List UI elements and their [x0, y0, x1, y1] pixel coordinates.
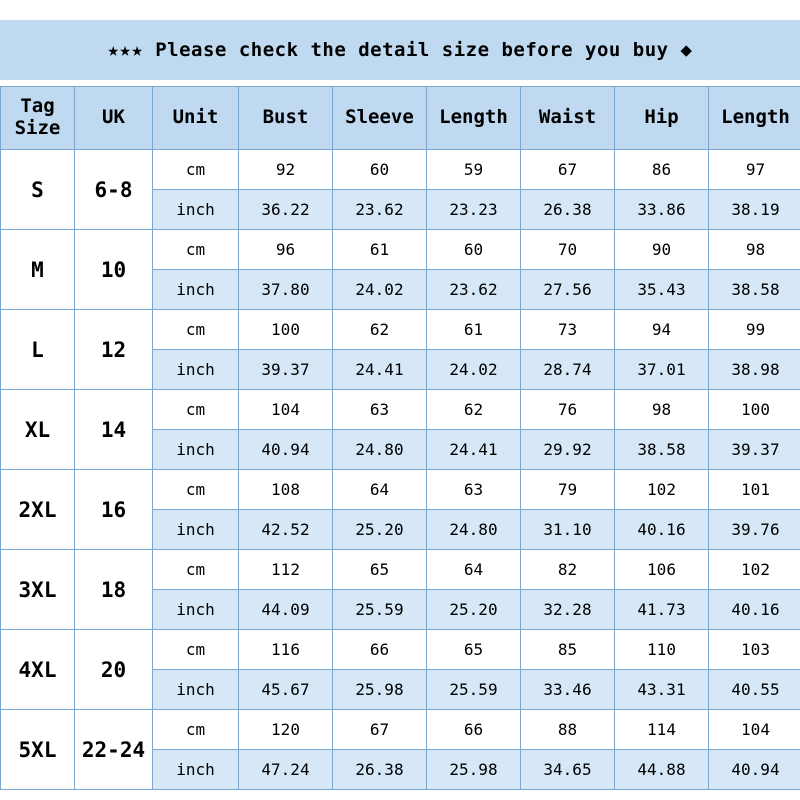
header-bust: Bust [239, 87, 333, 150]
cell-hip: 86 [615, 150, 709, 190]
cell-length: 61 [427, 310, 521, 350]
cell-uk: 14 [75, 390, 153, 470]
cell-waist: 85 [521, 630, 615, 670]
cell-sleeve: 25.59 [333, 590, 427, 630]
header-row [1, 87, 800, 150]
cell-bust: 44.09 [239, 590, 333, 630]
cell-length-2: 98 [709, 230, 800, 270]
cell-waist: 76 [521, 390, 615, 430]
cell-hip: 114 [615, 710, 709, 750]
cell-length-2: 102 [709, 550, 800, 590]
cell-length: 25.98 [427, 750, 521, 790]
cell-length-2: 40.16 [709, 590, 800, 630]
cell-uk: 16 [75, 470, 153, 550]
cell-tag-size: 3XL [1, 550, 75, 630]
cell-waist: 32.28 [521, 590, 615, 630]
cell-hip: 35.43 [615, 270, 709, 310]
cell-bust: 36.22 [239, 190, 333, 230]
cell-unit: cm [153, 630, 239, 670]
cell-sleeve: 61 [333, 230, 427, 270]
table-row [1, 230, 800, 270]
cell-unit: inch [153, 350, 239, 390]
cell-unit: inch [153, 590, 239, 630]
cell-sleeve: 24.80 [333, 430, 427, 470]
cell-hip: 44.88 [615, 750, 709, 790]
cell-length: 64 [427, 550, 521, 590]
cell-uk: 12 [75, 310, 153, 390]
cell-hip: 90 [615, 230, 709, 270]
cell-uk: 10 [75, 230, 153, 310]
header-unit: Unit [153, 87, 239, 150]
cell-bust: 96 [239, 230, 333, 270]
cell-sleeve: 23.62 [333, 190, 427, 230]
table-row [1, 710, 800, 750]
cell-tag-size: 2XL [1, 470, 75, 550]
cell-sleeve: 25.98 [333, 670, 427, 710]
table-row [1, 310, 800, 350]
header-length-2: Length [709, 87, 800, 150]
cell-length: 59 [427, 150, 521, 190]
cell-tag-size: XL [1, 390, 75, 470]
table-body [1, 150, 800, 790]
cell-hip: 106 [615, 550, 709, 590]
cell-bust: 112 [239, 550, 333, 590]
cell-bust: 40.94 [239, 430, 333, 470]
cell-sleeve: 25.20 [333, 510, 427, 550]
cell-uk: 18 [75, 550, 153, 630]
cell-length-2: 101 [709, 470, 800, 510]
cell-sleeve: 67 [333, 710, 427, 750]
cell-tag-size: L [1, 310, 75, 390]
cell-waist: 28.74 [521, 350, 615, 390]
cell-hip: 33.86 [615, 190, 709, 230]
cell-uk: 6-8 [75, 150, 153, 230]
cell-hip: 94 [615, 310, 709, 350]
cell-length: 24.41 [427, 430, 521, 470]
cell-length-2: 99 [709, 310, 800, 350]
cell-tag-size: M [1, 230, 75, 310]
cell-length: 65 [427, 630, 521, 670]
cell-sleeve: 64 [333, 470, 427, 510]
cell-bust: 45.67 [239, 670, 333, 710]
header-tag-size [1, 87, 75, 150]
cell-tag-size: S [1, 150, 75, 230]
cell-length: 63 [427, 470, 521, 510]
header-waist: Waist [521, 87, 615, 150]
cell-unit: cm [153, 150, 239, 190]
cell-length: 24.80 [427, 510, 521, 550]
notice-banner-text: ★★★ Please check the detail size before you buy ◆ [107, 39, 693, 61]
cell-length: 25.20 [427, 590, 521, 630]
cell-waist: 82 [521, 550, 615, 590]
cell-hip: 98 [615, 390, 709, 430]
table-head [1, 87, 800, 150]
notice-banner [0, 20, 800, 80]
cell-sleeve: 24.41 [333, 350, 427, 390]
cell-length-2: 38.19 [709, 190, 800, 230]
cell-length: 62 [427, 390, 521, 430]
cell-uk: 22-24 [75, 710, 153, 790]
cell-waist: 70 [521, 230, 615, 270]
cell-waist: 31.10 [521, 510, 615, 550]
table-row [1, 550, 800, 590]
cell-length: 23.62 [427, 270, 521, 310]
cell-length-2: 38.98 [709, 350, 800, 390]
cell-unit: cm [153, 550, 239, 590]
cell-waist: 67 [521, 150, 615, 190]
cell-hip: 37.01 [615, 350, 709, 390]
cell-hip: 40.16 [615, 510, 709, 550]
cell-waist: 73 [521, 310, 615, 350]
cell-bust: 37.80 [239, 270, 333, 310]
cell-waist: 79 [521, 470, 615, 510]
cell-waist: 34.65 [521, 750, 615, 790]
cell-unit: inch [153, 510, 239, 550]
cell-tag-size: 4XL [1, 630, 75, 710]
header-tag-size-line1: Tag [20, 95, 55, 118]
cell-unit: inch [153, 270, 239, 310]
cell-waist: 26.38 [521, 190, 615, 230]
table-row [1, 630, 800, 670]
table-row [1, 390, 800, 430]
cell-bust: 120 [239, 710, 333, 750]
cell-length-2: 97 [709, 150, 800, 190]
cell-sleeve: 24.02 [333, 270, 427, 310]
cell-unit: inch [153, 430, 239, 470]
cell-tag-size: 5XL [1, 710, 75, 790]
cell-bust: 39.37 [239, 350, 333, 390]
cell-sleeve: 66 [333, 630, 427, 670]
cell-unit: inch [153, 190, 239, 230]
header-tag-size-line2: Size [14, 117, 61, 139]
cell-sleeve: 65 [333, 550, 427, 590]
cell-bust: 100 [239, 310, 333, 350]
cell-waist: 27.56 [521, 270, 615, 310]
header-sleeve: Sleeve [333, 87, 427, 150]
cell-bust: 116 [239, 630, 333, 670]
cell-bust: 92 [239, 150, 333, 190]
cell-waist: 29.92 [521, 430, 615, 470]
cell-unit: cm [153, 710, 239, 750]
header-length: Length [427, 87, 521, 150]
cell-unit: cm [153, 310, 239, 350]
cell-unit: cm [153, 230, 239, 270]
cell-hip: 110 [615, 630, 709, 670]
cell-length: 60 [427, 230, 521, 270]
cell-length-2: 104 [709, 710, 800, 750]
cell-waist: 33.46 [521, 670, 615, 710]
cell-length: 24.02 [427, 350, 521, 390]
cell-bust: 42.52 [239, 510, 333, 550]
cell-unit: cm [153, 390, 239, 430]
cell-sleeve: 62 [333, 310, 427, 350]
cell-length: 25.59 [427, 670, 521, 710]
header-uk: UK [75, 87, 153, 150]
cell-length-2: 40.55 [709, 670, 800, 710]
cell-length-2: 40.94 [709, 750, 800, 790]
cell-hip: 102 [615, 470, 709, 510]
cell-sleeve: 63 [333, 390, 427, 430]
cell-sleeve: 26.38 [333, 750, 427, 790]
size-chart-table [0, 86, 800, 790]
cell-length-2: 103 [709, 630, 800, 670]
cell-unit: inch [153, 750, 239, 790]
cell-waist: 88 [521, 710, 615, 750]
cell-length-2: 39.37 [709, 430, 800, 470]
cell-unit: inch [153, 670, 239, 710]
cell-length-2: 39.76 [709, 510, 800, 550]
cell-bust: 104 [239, 390, 333, 430]
cell-bust: 47.24 [239, 750, 333, 790]
table-row [1, 470, 800, 510]
cell-hip: 38.58 [615, 430, 709, 470]
cell-unit: cm [153, 470, 239, 510]
cell-length-2: 100 [709, 390, 800, 430]
cell-sleeve: 60 [333, 150, 427, 190]
header-hip: Hip [615, 87, 709, 150]
table-row [1, 150, 800, 190]
cell-hip: 41.73 [615, 590, 709, 630]
cell-bust: 108 [239, 470, 333, 510]
cell-uk: 20 [75, 630, 153, 710]
cell-length: 23.23 [427, 190, 521, 230]
cell-hip: 43.31 [615, 670, 709, 710]
cell-length-2: 38.58 [709, 270, 800, 310]
cell-length: 66 [427, 710, 521, 750]
